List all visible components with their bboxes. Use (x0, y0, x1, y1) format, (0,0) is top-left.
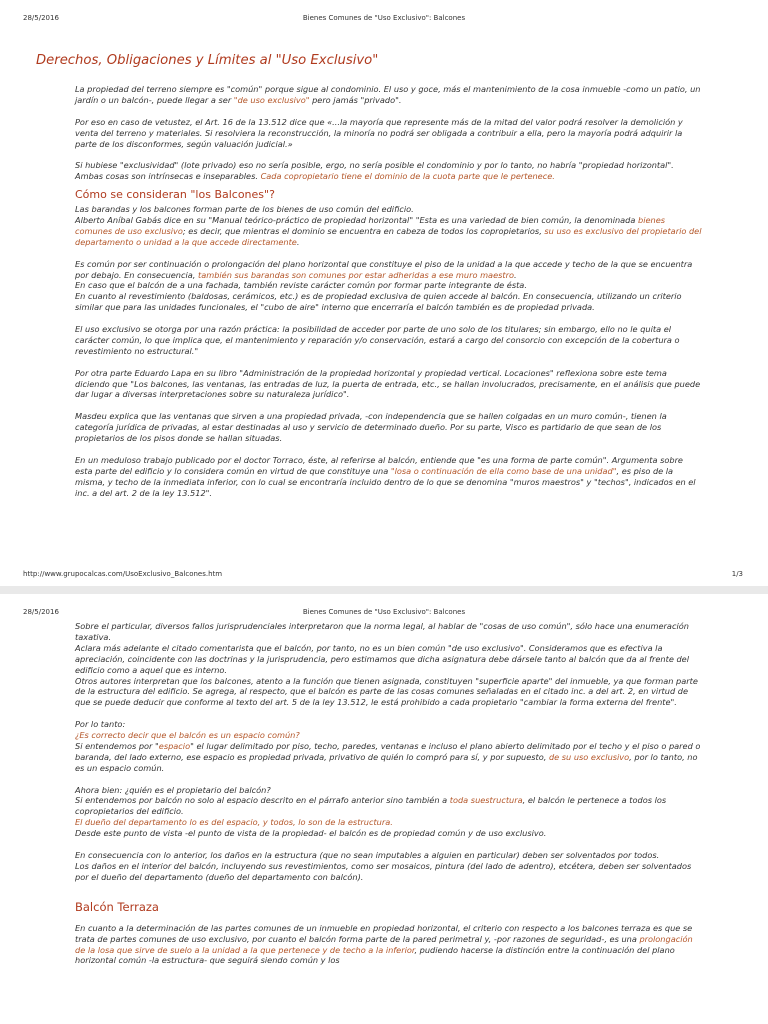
section-heading-balcones: Cómo se consideran "los Balcones"? (75, 188, 275, 202)
page-number: 1/3 (731, 570, 743, 578)
paragraph: En consecuencia con lo anterior, los daños en la estructura (que no sean imputables a alguien en particular) deben ser solventados por todos. (75, 849, 660, 860)
page-2-body (75, 621, 703, 977)
paragraph: Los daños en el interior del balcón, incluyendo sus revestimientos, como ser mosaicos, pintura (del lado de adentro), etcétera, deben ser solventados por el dueño del departamento (dueño del departamento con balcón). (75, 860, 692, 882)
page-footer (0, 570, 768, 582)
paragraph: Si entendemos por balcón no solo al espacio descrito en el párrafo anterior sino también a toda suestructura, el balcón le pertenece a todos los copropietarios del edificio. (75, 795, 667, 817)
paragraph: Es común por ser continuación o prolongación del plano horizontal que constituye el piso de la unidad a la que accede y techo de la que se encuentra por debajo. En consecuencia, también sus barandas son comunes por estar adheridas a ese muro maestro. (75, 258, 693, 280)
paragraph: El uso exclusivo se otorga por una razón práctica: la posibilidad de acceder por parte de uno solo de los titulares; sin embargo, ello no le quita el carácter común, lo que implica que, el mantenimiento y reparación y/o conservación, estará a cargo del consorcio con excepción de la cobertura o revestimiento no estructural." (75, 324, 680, 356)
paragraph: Si entendemos por "espacio" el lugar delimitado por piso, techo, paredes, ventanas e incluso el plano abierto delimitado por el techo y el piso o pared o baranda, del lado externo, ese espacio es propiedad privada, privativo de quién lo compró para sí, y por supuesto, de su uso exclusivo, por lo tanto, no es un espacio común. (75, 740, 701, 773)
question: Ahora bien: ¿quién es el propietario del balcón? (75, 784, 271, 795)
paragraph: Masdeu explica que las ventanas que sirven a una propiedad privada, -con independencia que se hallen colgadas en un muro común-, tienen la categoría jurídica de privadas, al estar destinadas al uso y servicio de determinado dueño. Por su parte, Visco es partidario de que sean de los propietarios de los pisos donde se hallan situadas. (75, 411, 667, 444)
paragraph: Por otra parte Eduardo Lapa en su libro "Administración de la propiedad horizontal y propiedad vertical. Locaciones" reflexiona sobre este tema diciendo que "Los balcones, las ventanas, las entradas de luz, la puerta de entrada, etc., se hallan involucrados, precisamente, en el análisis que puede dar lugar a diversas interpretaciones sobre su naturaleza jurídico". (75, 367, 701, 400)
paragraph: Sobre el particular, diversos fallos jurisprudenciales interpretaron que la norma legal, al hablar de "cosas de uso común", sólo hace una enumeración taxativa. (75, 621, 689, 642)
page-header (0, 6, 768, 20)
paragraph: Por eso en caso de vetustez, el Art. 16 de la 13.512 dice que «...la mayoría que represente más de la mitad del valor podrá resolver la demolición y venta del terreno y materiales. Si resolviera la reconstrucción, la minoría no podrá ser obligada a contribuir a ella, pero la mayoría podrá adquirir la parte de los disconformes, según valuación judicial.» (75, 116, 683, 149)
paragraph: Aclara más adelante el citado comentarista que el balcón, por tanto, no es un bien común "de uso exclusivo". Consideramos que es efectiva la apreciación, coincidente con las doctrinas y la jurisprudencia, pero estimamos que dicha asignatura debe dársele tanto al balcón que da al frente del edificio como a aquel que es interno. (75, 642, 689, 675)
document-page-2 (0, 594, 768, 1024)
print-date: 28/5/2016 (23, 608, 59, 616)
paragraph: Por lo tanto: (75, 719, 126, 730)
page-title: Derechos, Obligaciones y Límites al "Uso Exclusivo" (36, 53, 379, 68)
paragraph: Si hubiese "exclusividad" (lote privado) eso no sería posible, ergo, no sería posible el condominio y por lo tanto, no habría "propiedad horizontal". Ambas cosas son intrínsecas e inseparables. Cada copropietario tiene el dominio de la cuota parte que le pertenece. (75, 160, 674, 182)
section-heading-balcon-terraza: Balcón Terraza (75, 899, 159, 914)
paragraph: En caso que el balcón de a una fachada, también reviste carácter común por formar parte integrante de ésta. (75, 280, 527, 291)
paragraph: Alberto Aníbal Gabás dice en su "Manual teórico-práctico de propiedad horizontal" "Esta es una variedad de bien común, la denominada bienes comunes de uso exclusivo; es decir, que mientras el dominio se encuentra en cabeza de todos los copropietarios, su uso es exclusivo del propietario del departamento o unidad a la que accede directamente. (75, 215, 702, 247)
print-title: Bienes Comunes de "Uso Exclusivo": Balcones (302, 14, 466, 22)
paragraph: Otros autores interpretan que los balcones, atento a la función que tienen asignada, constituyen "superficie aparte" del inmueble, ya que forman parte de la estructura del edificio. Se agrega, al respecto, que el balcón es parte de las cosas comunes señaladas en el citado inc. a del art. 2, en virtud de que se puede deducir que conforme al texto del art. 5 de la ley 13.512, le está prohibido a cada propietario "cambiar la forma externa del frente". (75, 675, 698, 708)
paragraph: Las barandas y los balcones forman parte de los bienes de uso común del edificio. (75, 204, 414, 215)
page-1-body (75, 84, 703, 509)
question: ¿Es correcto decir que el balcón es un espacio común? (75, 730, 300, 741)
page-header (0, 600, 768, 614)
paragraph: Desde este punto de vista -el punto de vista de la propiedad- el balcón es de propiedad común y de uso exclusivo. (75, 828, 547, 839)
print-date: 28/5/2016 (23, 14, 59, 22)
source-url[interactable]: http://www.grupocalcas.com/UsoExclusivo_Balcones.htm (23, 570, 223, 578)
print-title: Bienes Comunes de "Uso Exclusivo": Balcones (302, 608, 466, 616)
paragraph: En cuanto a la determinación de las partes comunes de un inmueble en propiedad horizontal, el criterio con respecto a los balcones terraza es que se trata de partes comunes de uso exclusivo, por cuanto el balcón forma parte de la pared perimetral y, -por razones de seguridad-, es una prolongación de la losa que sirve de suelo a la unidad a la que pertenece y de techo a la inferior, pudiendo hacerse la distinción entre la continuación del plano horizontal común -la estructura- que seguirá siendo común y los (75, 922, 693, 966)
paragraph: En un meduloso trabajo publicado por el doctor Torraco, éste, al referirse al balcón, entiende que "es una forma de parte común". Argumenta sobre esta parte del edificio y lo considera común en virtud de que constituye una "losa o continuación de ella como base de una unidad", es piso de la misma, y techo de la inmediata inferior, con lo cual se encontraría incluido dentro de lo que se denomina "muros maestros" y "techos", indicados en el inc. a del art. 2 de la ley 13.512". (75, 454, 696, 498)
paragraph: El dueño del departamento lo es del espacio, y todos, lo son de la estructura. (75, 817, 393, 828)
paragraph: En cuanto al revestimiento (baldosas, cerámicos, etc.) es de propiedad exclusiva de quien accede al balcón. En consecuencia, utilizando un criterio similar que para las unidades funcionales, el "cubo de aire" interno que encerraría el balcón también es de propiedad privada. (75, 291, 682, 313)
paragraph: La propiedad del terreno siempre es "común" porque sigue al condominio. El uso y goce, más el mantenimiento de la cosa inmueble -como un patio, un jardín o un balcón-, puede llegar a ser "de uso exclusivo" pero jamás "privado". (75, 84, 701, 105)
